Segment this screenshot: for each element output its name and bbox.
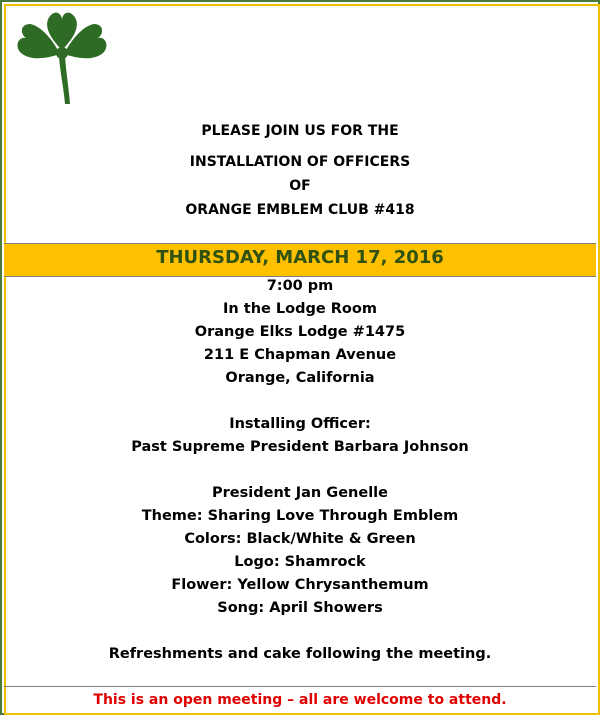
president-name: President Jan Genelle [212,485,388,501]
header-line-2: INSTALLATION OF OFFICERS [189,154,411,170]
installing-officer-name: Past Supreme President Barbara Johnson [131,439,469,455]
song: Song: April Showers [217,600,383,616]
footer-divider [4,686,596,687]
event-room: In the Lodge Room [223,301,377,317]
header-line-4: ORANGE EMBLEM CLUB #418 [185,202,415,218]
event-time: 7:00 pm [266,278,334,294]
event-venue: Orange Elks Lodge #1475 [194,324,406,340]
header-line-1: PLEASE JOIN US FOR THE [201,123,399,139]
shamrock-icon [12,6,112,108]
theme: Theme: Sharing Love Through Emblem [141,508,459,524]
event-city: Orange, California [225,370,375,386]
event-date: THURSDAY, MARCH 17, 2016 [156,247,444,268]
colors: Colors: Black/White & Green [184,531,416,547]
event-street: 211 E Chapman Avenue [203,347,397,363]
refreshments-note: Refreshments and cake following the meeting. [108,646,492,662]
footer-note: This is an open meeting – all are welcome to attend. [93,692,507,708]
logo-text: Logo: Shamrock [234,554,366,570]
header-line-3: OF [289,178,311,194]
installing-officer-label: Installing Officer: [229,416,371,432]
flower: Flower: Yellow Chrysanthemum [171,577,429,593]
